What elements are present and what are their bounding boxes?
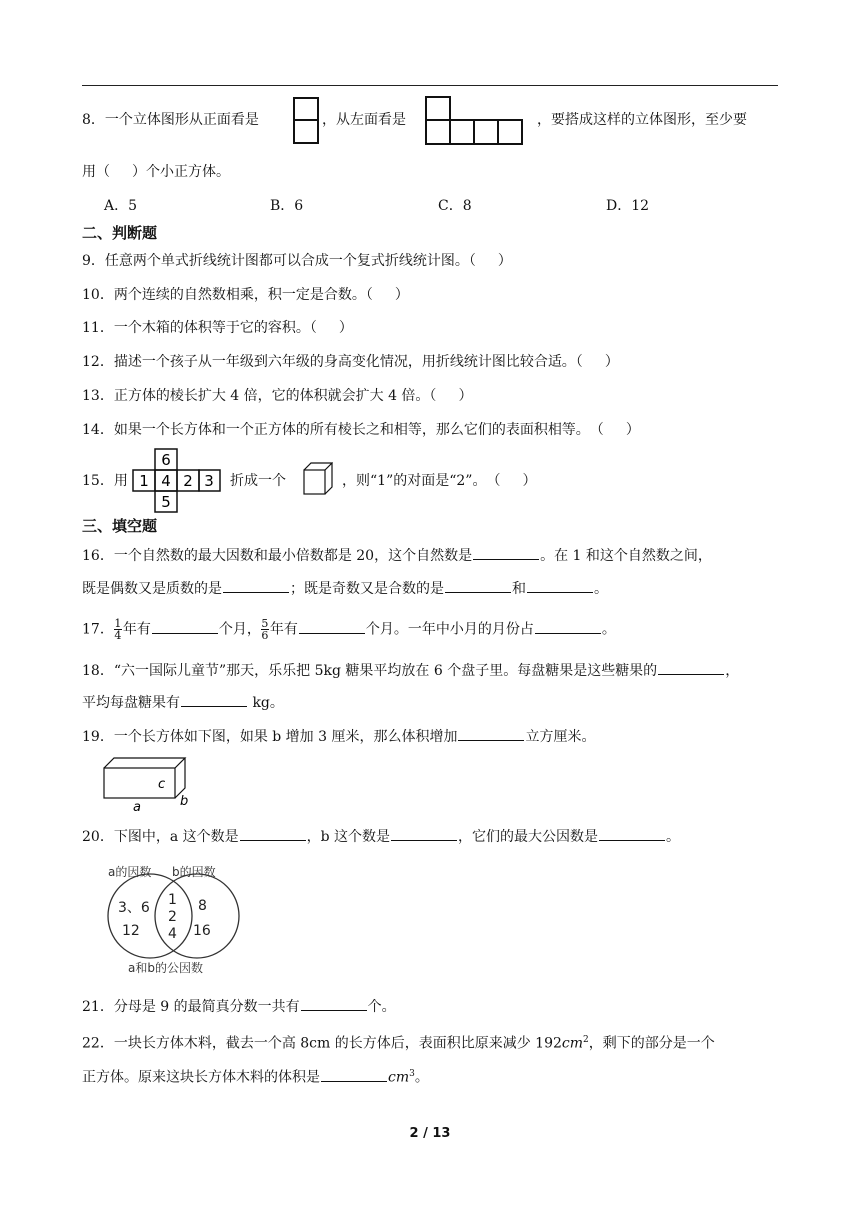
- q17-num: 17．: [82, 621, 114, 638]
- q20-blank-2[interactable]: [391, 826, 457, 841]
- venn-mid-1: 1: [168, 892, 177, 908]
- frac1-num: 1: [114, 617, 122, 630]
- question-20: [82, 826, 680, 847]
- question-8-line1: [82, 110, 259, 130]
- fraction-five-sixths: [261, 618, 269, 641]
- question-18-line1: [82, 660, 739, 681]
- net-row-3: 2: [183, 472, 193, 490]
- venn-left-2: 12: [122, 923, 140, 939]
- q9-text: 9．任意两个单式折线统计图都可以合成一个复式折线统计图。（: [82, 253, 476, 269]
- venn-right-2: 16: [193, 923, 211, 939]
- q14-close: ）: [625, 422, 640, 438]
- q8-text-3-wrap: [537, 110, 747, 130]
- option-a: A．5: [104, 198, 138, 214]
- q8-text-2-wrap: [322, 110, 406, 130]
- q16-blank-4[interactable]: [527, 578, 593, 593]
- q18-l1a: 18．“六一国际儿童节”那天，乐乐把 5kg 糖果平均放在 6 个盘子里。每盘糖果是这些糖果的: [82, 663, 658, 679]
- q10-close: ）: [394, 287, 409, 303]
- question-11: [82, 318, 353, 338]
- q8-line2-post: ）个小正方体。: [132, 164, 230, 180]
- q17-d: 个月。一年中小月的月份占: [365, 621, 534, 638]
- q18-blank-1[interactable]: [658, 660, 724, 675]
- q16-l1b: 。在 1 和这个自然数之间，: [540, 548, 712, 564]
- q11-close: ）: [338, 320, 353, 336]
- q22-unit2: cm: [388, 1069, 410, 1086]
- q17-e: 。: [601, 621, 616, 638]
- left-view-figure: [425, 96, 525, 146]
- question-19: [82, 726, 595, 747]
- q21-b: 个。: [367, 999, 396, 1015]
- q20-d: 。: [666, 829, 681, 845]
- q8-text-1: 8．一个立体图形从正面看是: [82, 112, 259, 128]
- q8-line2-pre: 用（: [82, 164, 110, 180]
- q20-b: ，b 这个数是: [306, 829, 391, 845]
- q13-text: 13．正方体的棱长扩大 4 倍，它的体积就会扩大 4 倍。（: [82, 388, 437, 404]
- q18-l1b: ，: [725, 663, 740, 679]
- question-13: [82, 386, 472, 406]
- venn-left-1: 3、6: [118, 900, 150, 916]
- frac1-den: 4: [114, 629, 122, 642]
- fraction-one-quarter: [114, 618, 122, 641]
- question-12: [82, 352, 619, 372]
- option-d: D．12: [606, 198, 650, 214]
- q15-post: ，则“1”的对面是“2”。 （: [342, 473, 501, 489]
- q22-sup1: 2: [583, 1035, 589, 1045]
- venn-mid-3: 4: [168, 926, 177, 942]
- venn-diagram: [100, 858, 240, 978]
- q15-pre-wrap: [82, 471, 128, 491]
- q22-l1b: ，剩下的部分是一个: [588, 1035, 715, 1052]
- front-view-figure: [293, 97, 319, 145]
- question-18-line2: [82, 692, 284, 713]
- net-row-1: 1: [139, 472, 149, 490]
- header-rule: [82, 85, 778, 86]
- q9-close: ）: [497, 253, 512, 269]
- venn-right-1: 8: [198, 898, 207, 914]
- q22-l1a: 22．一块长方体木料，截去一个高 8cm 的长方体后，表面积比原来减少 192: [82, 1035, 562, 1052]
- q12-close: ）: [604, 354, 619, 370]
- page-number: 2 / 13: [409, 1126, 451, 1141]
- venn-mid-2: 2: [168, 909, 177, 925]
- venn-bottom-label: a和b的公因数: [128, 961, 203, 975]
- q20-a: 20．下图中，a 这个数是: [82, 829, 239, 845]
- section-3-heading: 三、填空题: [82, 517, 158, 535]
- q11-text: 11．一个木箱的体积等于它的容积。（: [82, 320, 317, 336]
- q18-l2a: 平均每盘糖果有: [82, 695, 180, 711]
- net-row-2: 4: [161, 472, 171, 490]
- q17-blank-2[interactable]: [299, 619, 365, 634]
- q15-close: ）: [522, 473, 537, 489]
- q17-blank-3[interactable]: [535, 619, 601, 634]
- question-21: [82, 996, 396, 1017]
- question-16-line2: [82, 578, 608, 599]
- q8-text-2: ，从左面看是: [322, 112, 406, 128]
- cube-figure: [303, 462, 333, 496]
- venn-label-a: a的因数: [108, 865, 152, 879]
- net-row-4: 3: [204, 472, 214, 490]
- q16-l2c: 和: [512, 581, 526, 597]
- label-a: a: [133, 800, 141, 813]
- option-b: B．6: [270, 198, 304, 214]
- question-17: [82, 618, 616, 641]
- q19-b: 立方厘米。: [525, 729, 596, 745]
- q22-l2a: 正方体。原来这块长方体木料的体积是: [82, 1069, 320, 1086]
- option-c: C．8: [438, 198, 472, 214]
- q20-blank-1[interactable]: [240, 826, 306, 841]
- q15-mid-wrap: [230, 471, 286, 491]
- question-22-line2: [82, 1064, 429, 1088]
- q17-blank-1[interactable]: [152, 619, 218, 634]
- q22-sup2: 3: [409, 1069, 415, 1079]
- q19-blank[interactable]: [458, 726, 524, 741]
- label-c: c: [158, 777, 166, 792]
- frac2-den: 6: [261, 629, 269, 642]
- question-10: [82, 285, 409, 305]
- q16-l2a: 既是偶数又是质数的是: [82, 581, 222, 597]
- frac2-num: 5: [261, 617, 269, 630]
- q17-a: 年有: [122, 621, 151, 638]
- q20-c: ，它们的最大公因数是: [458, 829, 599, 845]
- question-9: [82, 251, 512, 271]
- q15-post-wrap: [342, 471, 536, 491]
- q22-l2b: 。: [414, 1069, 429, 1086]
- q16-l2b: ；既是奇数又是合数的是: [290, 581, 444, 597]
- net-bottom: 5: [161, 493, 171, 511]
- cube-net-figure: [132, 448, 222, 514]
- q21-blank[interactable]: [301, 996, 367, 1011]
- q20-blank-3[interactable]: [599, 826, 665, 841]
- net-top: 6: [161, 451, 171, 469]
- q10-text: 10．两个连续的自然数相乘，积一定是合数。（: [82, 287, 373, 303]
- label-b: b: [180, 794, 189, 809]
- q15-mid: 折成一个: [230, 473, 286, 489]
- q16-l2d: 。: [594, 581, 608, 597]
- cuboid-figure: [100, 755, 200, 813]
- q16-blank-2[interactable]: [223, 578, 289, 593]
- q18-l2b: kg。: [252, 695, 284, 711]
- question-16-line1: [82, 545, 712, 566]
- question-22-line1: [82, 1030, 715, 1054]
- q16-l1a: 16．一个自然数的最大因数和最小倍数都是 20，这个自然数是: [82, 548, 473, 564]
- q16-blank-1[interactable]: [473, 545, 539, 560]
- q17-b: 个月，: [218, 621, 261, 638]
- q13-close: ）: [458, 388, 473, 404]
- venn-label-b: b的因数: [172, 865, 216, 879]
- q14-text: 14．如果一个长方体和一个正方体的所有棱长之和相等，那么它们的表面积相等。 （: [82, 422, 604, 438]
- q16-blank-3[interactable]: [445, 578, 511, 593]
- question-8-line2: [82, 162, 230, 182]
- q19-a: 19．一个长方体如下图，如果 b 增加 3 厘米，那么体积增加: [82, 729, 458, 745]
- section-2-heading: 二、判断题: [82, 224, 158, 242]
- q21-a: 21．分母是 9 的最简真分数一共有: [82, 999, 300, 1015]
- q18-blank-2[interactable]: [181, 692, 247, 707]
- q12-text: 12．描述一个孩子从一年级到六年级的身高变化情况，用折线统计图比较合适。（: [82, 354, 583, 370]
- question-14: [82, 420, 640, 440]
- q17-c: 年有: [269, 621, 298, 638]
- q22-blank[interactable]: [321, 1067, 387, 1082]
- q22-unit1: cm: [561, 1035, 584, 1052]
- q15-pre: 15．用: [82, 473, 128, 489]
- q8-text-3: ，要搭成这样的立体图形，至少要: [537, 112, 747, 128]
